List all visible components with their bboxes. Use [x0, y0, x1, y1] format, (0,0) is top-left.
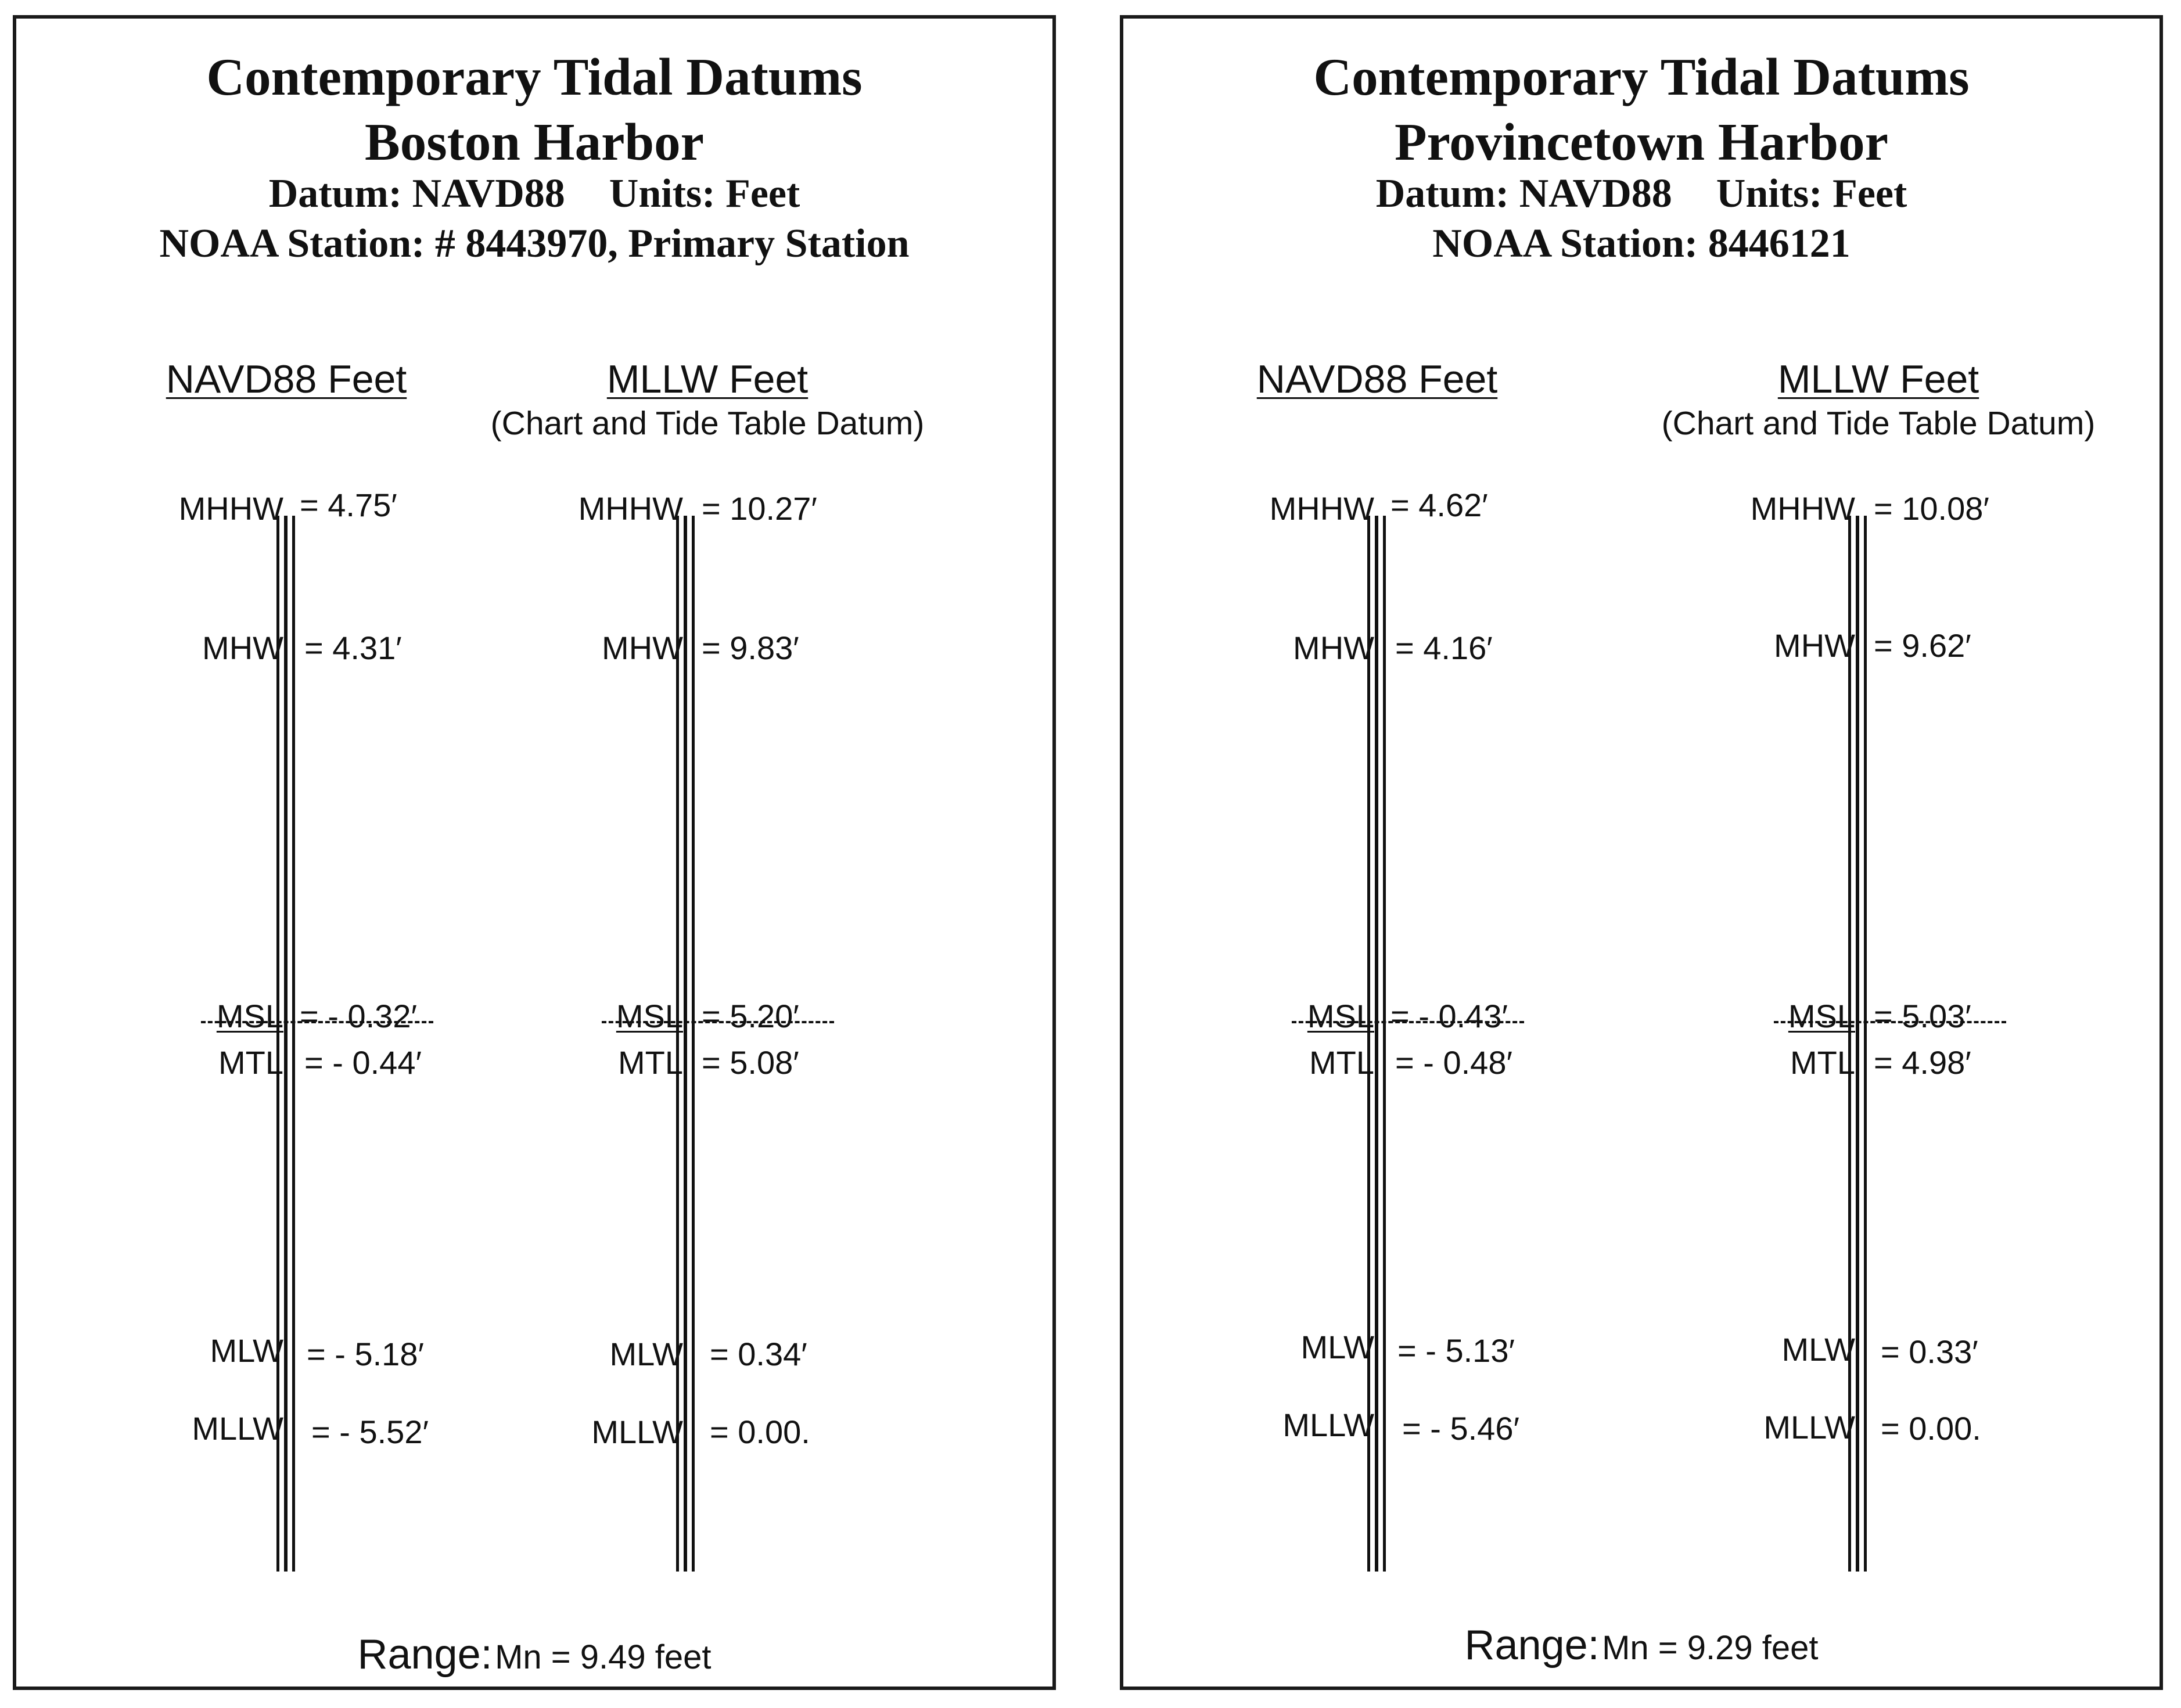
datum-label-mllw: MLLW	[1763, 1409, 1855, 1445]
datum-label-mllw: MLLW	[192, 1410, 283, 1447]
datum-panel-boston	[13, 15, 1056, 1690]
datum-value-mhhw: = 10.27′	[702, 490, 817, 527]
tidal-range	[1123, 1621, 2160, 1669]
range-value: Mn = 9.49 feet	[495, 1638, 712, 1676]
panel-station: NOAA Station: 8446121	[1432, 221, 1851, 266]
datum-label-msl: MSL	[1307, 998, 1374, 1034]
datum-value-msl: = 5.20′	[702, 998, 799, 1034]
datum-label-mhw: MHW	[1293, 630, 1374, 666]
datum-value-mlw: = - 5.13′	[1397, 1332, 1515, 1369]
panel-datum-units	[16, 171, 1052, 217]
datum-value-mhw: = 9.83′	[702, 630, 799, 666]
panel-title: Contemporary Tidal Datums	[1313, 48, 1970, 106]
right-column-subheader: (Chart and Tide Table Datum)	[490, 405, 925, 442]
panel-location: Provincetown Harbor	[1394, 113, 1889, 171]
datum-value-mtl: = 4.98′	[1874, 1044, 1971, 1081]
datum-value-mtl: = - 0.44′	[304, 1044, 422, 1081]
right-column-subheader: (Chart and Tide Table Datum)	[1661, 405, 2096, 442]
datum-label-mhhw: MHHW	[1269, 490, 1374, 527]
datum-value-mhhw: = 10.08′	[1874, 490, 1989, 527]
datum-value-mtl: = 5.08′	[702, 1044, 799, 1081]
datum-label-msl: MSL	[1788, 998, 1855, 1034]
panel-station: NOAA Station: # 8443970, Primary Station	[159, 221, 910, 266]
datum-label-mtl: MTL	[1790, 1044, 1855, 1081]
datum-panel-provincetown	[1120, 15, 2163, 1690]
datum-label-mlw: MLW	[1781, 1331, 1855, 1368]
range-label: Range:	[357, 1631, 493, 1678]
datum-label-msl: MSL	[616, 998, 683, 1034]
tidal-range	[16, 1631, 1052, 1678]
units-text: Units: Feet	[1716, 171, 1907, 216]
datum-value-mllw: = 0.00.	[710, 1414, 810, 1450]
datum-label-mhw: MHW	[202, 630, 283, 666]
datum-label-mhhw: MHHW	[1750, 490, 1855, 527]
datum-label-mtl: MTL	[1309, 1044, 1374, 1081]
datum-value-mhhw: = 4.75′	[300, 487, 397, 523]
panel-datum-units	[1123, 171, 2160, 217]
datum-label-mhw: MHW	[602, 630, 683, 666]
datum-label-mhhw: MHHW	[578, 490, 683, 527]
right-column-header: MLLW Feet	[606, 357, 809, 401]
left-column-header: NAVD88 Feet	[166, 357, 407, 401]
datum-label-mhw: MHW	[1774, 627, 1855, 664]
datum-value-mlw: = - 5.18′	[307, 1336, 424, 1372]
datum-value-msl: = - 0.32′	[300, 998, 417, 1034]
range-value: Mn = 9.29 feet	[1602, 1629, 1819, 1667]
datum-label-mllw: MLLW	[1282, 1407, 1374, 1443]
datum-value-mlw: = 0.33′	[1881, 1333, 1978, 1370]
datum-value-mlw: = 0.34′	[710, 1336, 807, 1372]
datum-value-msl: = - 0.43′	[1390, 998, 1508, 1034]
datum-label-msl: MSL	[216, 998, 283, 1034]
left-column-header: NAVD88 Feet	[1256, 357, 1498, 401]
units-text: Units: Feet	[609, 171, 800, 216]
datum-value-mhhw: = 4.62′	[1390, 487, 1488, 523]
datum-value-mllw: = 0.00.	[1881, 1410, 1981, 1447]
datum-value-mtl: = - 0.48′	[1395, 1044, 1512, 1081]
datum-value-mhw: = 9.62′	[1874, 627, 1971, 664]
datum-label-mllw: MLLW	[591, 1414, 683, 1450]
datum-label-mlw: MLW	[609, 1336, 683, 1372]
range-label: Range:	[1464, 1622, 1600, 1669]
right-column-header: MLLW Feet	[1777, 357, 1979, 401]
datum-label-mhhw: MHHW	[178, 490, 283, 527]
panel-location: Boston Harbor	[365, 113, 704, 171]
panel-title: Contemporary Tidal Datums	[206, 48, 863, 106]
datum-value-mllw: = - 5.46′	[1402, 1410, 1519, 1447]
datum-value-msl: = 5.03′	[1874, 998, 1971, 1034]
datum-text: Datum: NAVD88	[1375, 171, 1672, 216]
datum-value-mllw: = - 5.52′	[311, 1414, 429, 1450]
datum-value-mhw: = 4.31′	[304, 630, 402, 666]
datum-label-mtl: MTL	[218, 1044, 283, 1081]
datum-value-mhw: = 4.16′	[1395, 630, 1493, 666]
datum-label-mtl: MTL	[618, 1044, 683, 1081]
datum-label-mlw: MLW	[210, 1332, 283, 1369]
datum-label-mlw: MLW	[1300, 1329, 1374, 1365]
datum-text: Datum: NAVD88	[268, 171, 565, 216]
